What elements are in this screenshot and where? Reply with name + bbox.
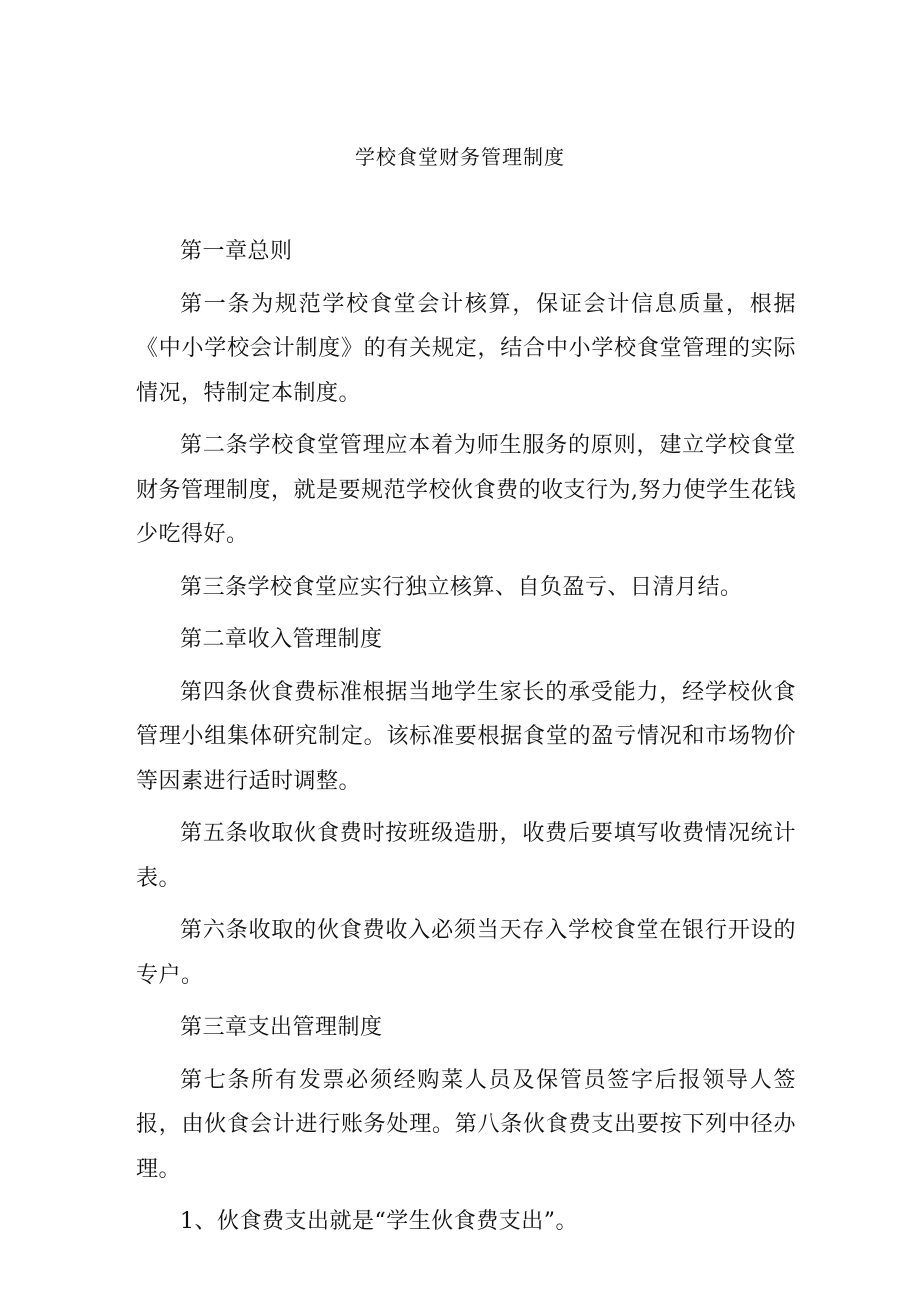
- document-title: 学校食堂财务管理制度: [355, 145, 565, 169]
- chapter-heading: 第三章支出管理制度: [180, 1015, 383, 1040]
- article-paragraph: 第五条收取伙食费时按班级造册，收费后要填写收费情况统计表。: [136, 821, 796, 891]
- chapter-heading: 第一章总则: [180, 239, 293, 264]
- document-body: [136, 230, 796, 1253]
- chapter-heading: 第二章收入管理制度: [180, 627, 383, 652]
- article-paragraph: 第六条收取的伙食费收入必须当天存入学校食堂在银行开设的专户。: [136, 918, 796, 988]
- article-paragraph: 第三条学校食堂应实行独立核算、自负盈亏、日清月结。: [180, 574, 743, 600]
- article-paragraph: 第一条为规范学校食堂会计核算，保证会计信息质量，根据《中小学校会计制度》的有关规定，结合中小学校食堂管理的实际情况，特制定本制度。: [136, 291, 796, 406]
- article-paragraph: 第四条伙食费标准根据当地学生家长的承受能力，经学校伙食管理小组集体研究制定。该标准要根据食堂的盈亏情况和市场物价等因素进行适时调整。: [136, 679, 796, 794]
- article-paragraph: 第二条学校食堂管理应本着为师生服务的原则，建立学校食堂财务管理制度，就是要规范学校伙食费的收支行为,努力使学生花钱少吃得好。: [136, 433, 796, 547]
- article-paragraph: 第七条所有发票必须经购菜人员及保管员签字后报领导人签报，由伙食会计进行账务处理。第八条伙食费支出要按下列中径办理。: [136, 1067, 796, 1182]
- list-item-paragraph: 1、伙食费支出就是“学生伙食费支出”。: [180, 1209, 578, 1234]
